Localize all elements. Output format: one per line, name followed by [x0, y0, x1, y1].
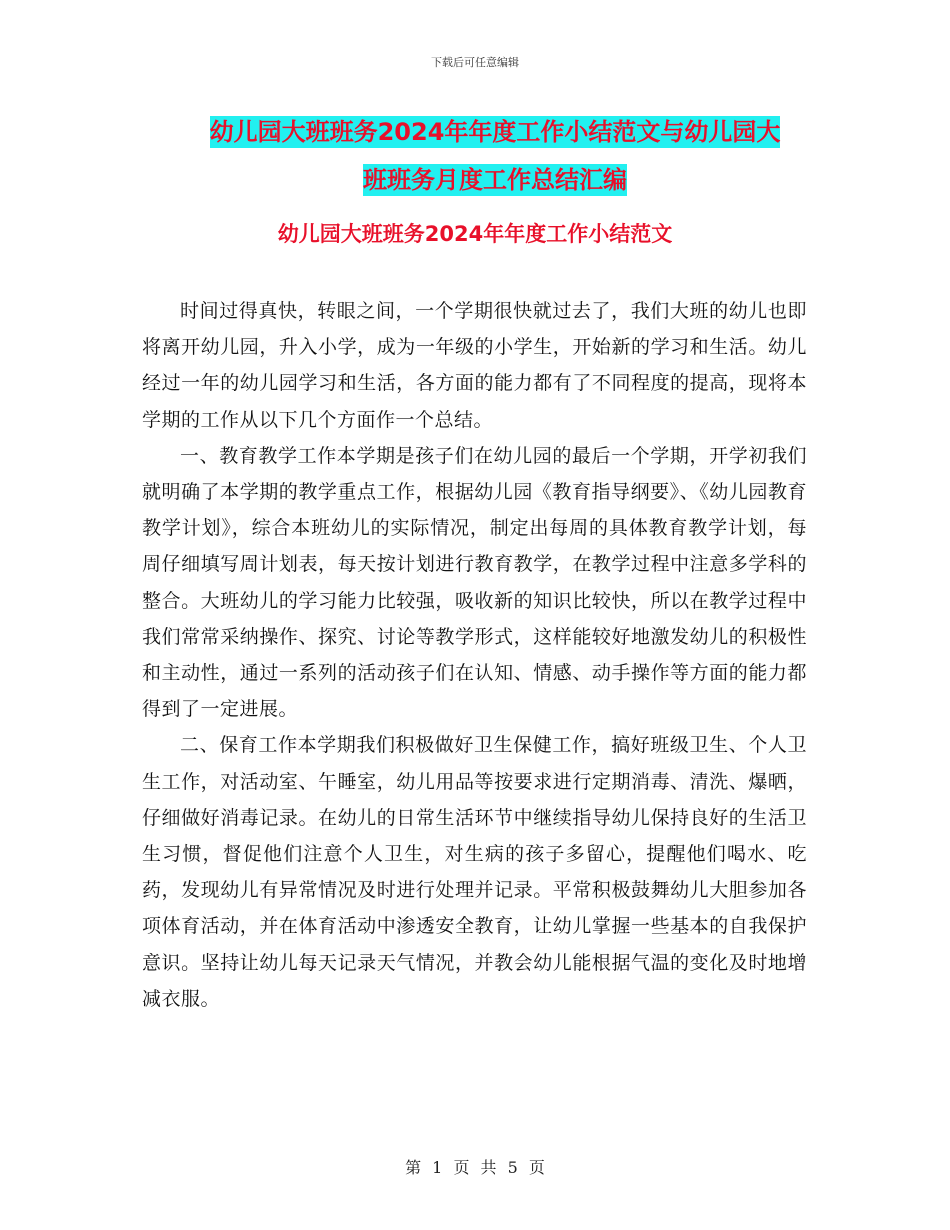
paragraph-intro: 时间过得真快，转眼之间，一个学期很快就过去了，我们大班的幼儿也即将离开幼儿园，升入小学，成为一年级的小学生，开始新的学习和生活。幼儿经过一年的幼儿园学习和生活，各方面的能力都有了不同程度的提高，现将本学期的工作从以下几个方面作一个总结。: [142, 300, 807, 431]
document-title: [140, 108, 850, 204]
document-title-line-2: 班班务月度工作总结汇编: [363, 166, 627, 194]
header-note: 下载后可任意编辑: [431, 56, 519, 69]
page-footer: 第 1 页 共 5 页: [405, 1158, 545, 1177]
section-title: 幼儿园大班班务2024年年度工作小结范文: [277, 222, 673, 246]
body-text: [142, 293, 807, 1017]
paragraph-care: 二、保育工作本学期我们积极做好卫生保健工作，搞好班级卫生、个人卫生工作，对活动室、午睡室，幼儿用品等按要求进行定期消毒、清洗、爆晒，仔细做好消毒记录。在幼儿的日常生活环节中继续指导幼儿保持良好的生活卫生习惯，督促他们注意个人卫生，对生病的孩子多留心，提醒他们喝水、吃药，发现幼儿有异常情况及时进行处理并记录。平常积极鼓舞幼儿大胆参加各项体育活动，并在体育活动中渗透安全教育，让幼儿掌握一些基本的自我保护意识。坚持让幼儿每天记录天气情况，并教会幼儿能根据气温的变化及时地增减衣服。: [142, 734, 807, 1010]
paragraph-teaching: 一、教育教学工作本学期是孩子们在幼儿园的最后一个学期，开学初我们就明确了本学期的教学重点工作，根据幼儿园《教育指导纲要》、《幼儿园教育教学计划》，综合本班幼儿的实际情况，制定出每周的具体教育教学计划，每周仔细填写周计划表，每天按计划进行教育教学，在教学过程中注意多学科的整合。大班幼儿的学习能力比较强，吸收新的知识比较快，所以在教学过程中我们常常采纳操作、探究、讨论等教学形式，这样能较好地激发幼儿的积极性和主动性，通过一系列的活动孩子们在认知、情感、动手操作等方面的能力都得到了一定进展。: [142, 444, 807, 721]
document-title-line-1: 幼儿园大班班务2024年年度工作小结范文与幼儿园大: [209, 118, 781, 146]
